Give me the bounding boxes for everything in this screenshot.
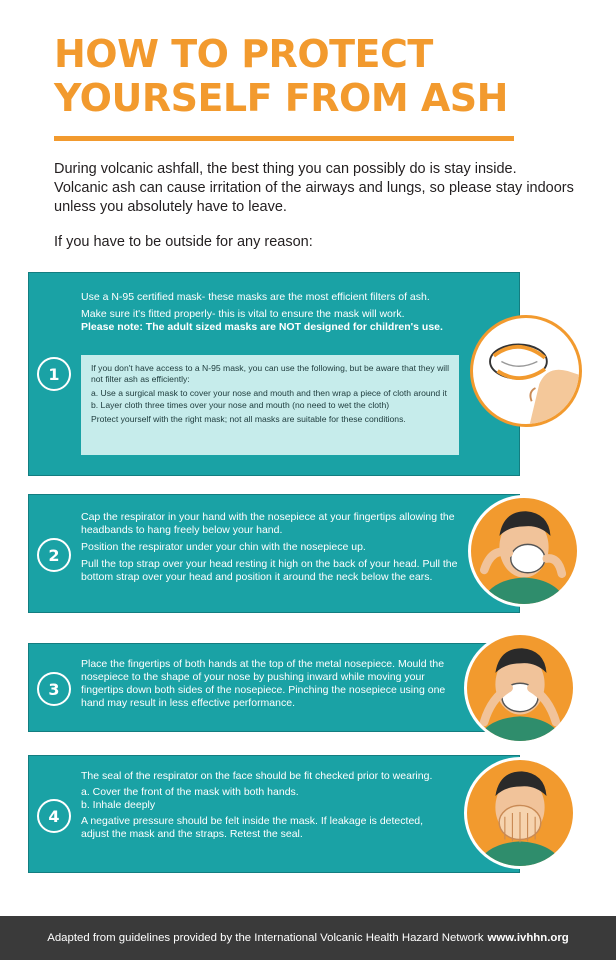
step-line: Pull the top strap over your head resting it high on the back of your head. Pull the bottom strap over your head and position it around the neck below the ears. <box>81 558 458 583</box>
footer-bar <box>0 916 616 960</box>
hand-holding-mask-icon <box>470 315 582 427</box>
alternative-list <box>91 388 449 410</box>
person-moulding-nosepiece-icon <box>464 632 576 744</box>
step-note: Please note: The adult sized masks are NOT designed for children's use. <box>81 321 443 333</box>
step-line: Cap the respirator in your hand with the nosepiece at your fingertips allowing the headbands to hang freely below your hand. <box>81 511 455 536</box>
footer-credit: Adapted from guidelines provided by the International Volcanic Health Hazard Network <box>47 932 484 944</box>
alternative-mask-box <box>81 355 459 455</box>
page-title-line-2: YOURSELF FROM ASH <box>54 76 508 120</box>
page-title-line-1: HOW TO PROTECT <box>54 32 433 76</box>
step-panel-4 <box>28 755 520 873</box>
alternative-outro: Protect yourself with the right mask; not all masks are suitable for these conditions. <box>91 414 406 425</box>
lead-sentence: If you have to be outside for any reason: <box>54 234 313 250</box>
step-text <box>81 511 461 588</box>
step-panel-2 <box>28 494 520 613</box>
alternative-intro: If you don't have access to a N-95 mask, you can use the following, but be aware that they will not filter ash as efficiently: <box>91 363 450 384</box>
step-number-badge: 2 <box>37 538 71 572</box>
step-panel-3 <box>28 643 520 732</box>
step-line: The seal of the respirator on the face should be fit checked prior to wearing. <box>81 770 433 782</box>
list-item: a. Use a surgical mask to cover your nose and mouth and then wrap a piece of cloth around it <box>91 388 447 399</box>
step-text <box>81 658 459 714</box>
step-text <box>81 291 501 338</box>
step-line: b. Inhale deeply <box>81 799 156 811</box>
page-title <box>54 32 574 120</box>
footer-url-link[interactable]: www.ivhhn.org <box>487 932 569 944</box>
step-line: a. Cover the front of the mask with both hands. <box>81 786 299 798</box>
step-line: Place the fingertips of both hands at the top of the metal nosepiece. Mould the nosepiece to the shape of your nose by pushing inward while moving your fingertips down both sides of the nosepiece. Pinching the nosepiece using one hand may result in less effective performance. <box>81 658 446 709</box>
step-line: Use a N-95 certified mask- these masks are the most efficient filters of ash. <box>81 291 430 303</box>
step-line: A negative pressure should be felt inside the mask. If leakage is detected, adjust the mask and the straps. Retest the seal. <box>81 815 424 840</box>
step-line: Make sure it's fitted properly- this is vital to ensure the mask will work. <box>81 308 405 320</box>
intro-paragraph: During volcanic ashfall, the best thing you can possibly do is stay inside. Volcanic ash can cause irritation of the airways and lungs, so please stay indoors unless you absolutely have to leave. <box>54 161 574 215</box>
list-item: b. Layer cloth three times over your nose and mouth (no need to wet the cloth) <box>91 399 390 410</box>
person-checking-seal-icon <box>464 757 576 869</box>
title-divider <box>54 136 514 141</box>
step-number-badge: 1 <box>37 357 71 391</box>
step-text <box>81 770 451 845</box>
step-line: Position the respirator under your chin with the nosepiece up. <box>81 541 366 553</box>
step-panel-1 <box>28 272 520 476</box>
step-number-badge: 4 <box>37 799 71 833</box>
person-fitting-mask-icon <box>468 495 580 607</box>
step-number-badge: 3 <box>37 672 71 706</box>
